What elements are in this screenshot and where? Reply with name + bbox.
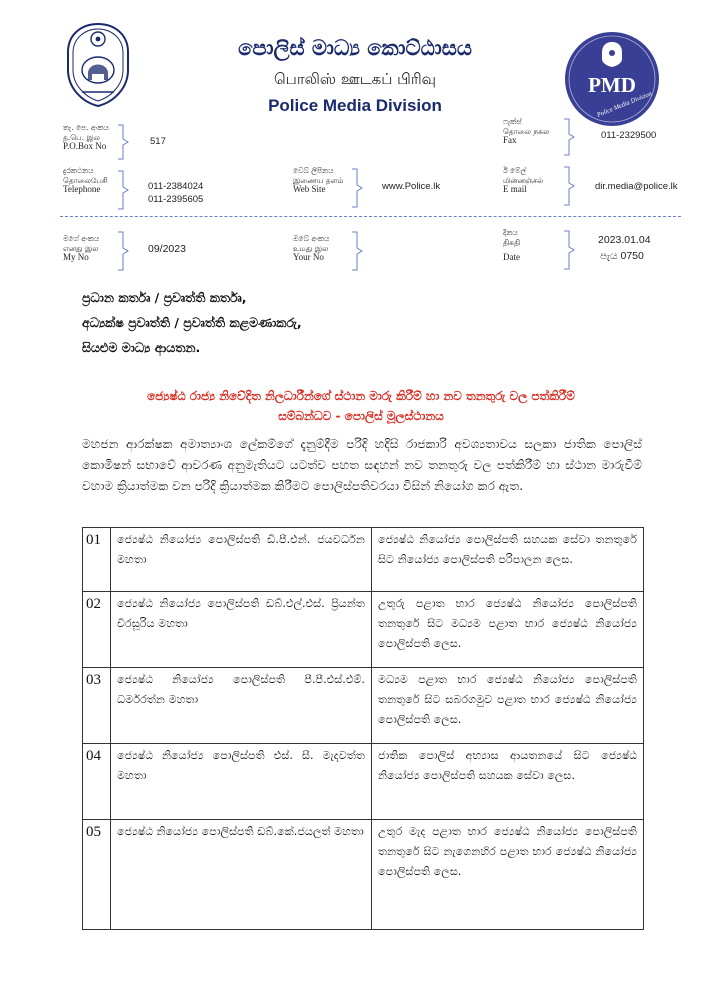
assignments-table bbox=[82, 527, 644, 930]
row-number: 05 bbox=[83, 820, 111, 930]
website-label: වෙබ් ලිපිනය இணைய தளம் Web Site bbox=[293, 166, 344, 194]
row-number: 03 bbox=[83, 668, 111, 744]
brace-icon bbox=[562, 166, 576, 206]
table-row bbox=[83, 744, 644, 820]
title-tamil: பொலிஸ் ஊடகப் பிரிவு bbox=[273, 70, 436, 88]
brace-icon bbox=[562, 230, 576, 270]
fax-label: ෆැක්ස් தொலை நகல Fax bbox=[503, 117, 550, 145]
addressee-line: අධ්‍යක්ෂ ප්‍රවෘත්ති / ප්‍රවෘත්ති කළමණාකරු, bbox=[82, 315, 302, 330]
row-number: 02 bbox=[83, 592, 111, 668]
body-paragraph: මහජන ආරක්ෂක අමාත්‍යාංශ ලේකම්ගේ දැනුම්දීම පරිදි හදිසි රාජකාරි අවශ්‍යතාවය සලකා ජාතික පොලිස් කොමිෂන් සභාවේ ආවරණ අනුමැතියට යටත්ව පහත සඳහන් නව තනතුරු වල පත්කිරීම් හා ස්ථාන මාරුවීම් වහාම ක්‍රියාත්මක වන පරිදි ක්‍රියාත්මක කිරීමට පොලිස්පතිවරයා විසින් නියෝග කර ඇත. bbox=[82, 437, 642, 493]
my-number-label: මගේ අංකය எனது இல My No bbox=[63, 234, 100, 262]
table-row bbox=[83, 528, 644, 592]
pobox-label: තැ. පෙ. අංකය த.பெ. இல P.O.Box No bbox=[63, 123, 109, 151]
brace-icon bbox=[350, 231, 364, 271]
table-row bbox=[83, 668, 644, 744]
pmd-logo-icon bbox=[563, 30, 661, 128]
email-label: ඊ මේල් மின்னஞ்சல் E mail bbox=[503, 166, 544, 194]
pmd-logo-text: PMD bbox=[588, 73, 636, 97]
header-divider bbox=[60, 216, 681, 217]
new-post-cell: උතුර මැද පළාත භාර ජ්‍යෙෂ්ඨ නියෝජ්‍ය පොලිස්පති තනතුරේ සිට නැගෙනහිර පළාත භාර ජ්‍යෙෂ්ඨ නියෝජ්‍ය පොලිස්පති ලෙස. bbox=[372, 820, 644, 930]
addressee-line: සියළුම මාධ්‍ය ආයතන. bbox=[82, 340, 201, 355]
subject-heading: ජ්‍යෙෂ්ඨ රාජ්‍ය නිවේදිත නිලධාරීන්ගේ ස්ථාන මාරු කිරීම් හා නව තනතුරු වල පත්කිරීම් සම්බන්ධව - පොලිස් මූලස්ථානය bbox=[147, 389, 575, 423]
your-number-label: ඔබේ අංකය உமது இல Your No bbox=[293, 234, 330, 262]
new-post-cell: උතුරු පළාත භාර ජ්‍යෙෂ්ඨ නියෝජ්‍ය පොලිස්පති තනතුරේ සිට මධ්‍යම පළාත භාර ජ්‍යෙෂ්ඨ නියෝජ්‍ය පොලිස්පති ලෙස. bbox=[372, 592, 644, 668]
email-value[interactable]: dir.media@police.lk bbox=[595, 181, 678, 192]
new-post-cell: ජ්‍යෙෂ්ඨ නියෝජ්‍ය පොලිස්පති සහයක සේවා තනතුරේ සිට නියෝජ්‍ය පොලිස්පති පරිපාලන ලෙස. bbox=[372, 528, 644, 592]
title-sinhala: පොලිස් මාධ්‍ය කොට්ඨාසය bbox=[238, 36, 472, 60]
new-post-cell: මධ්‍යම පළාත භාර ජ්‍යෙෂ්ඨ නියෝජ්‍ය පොලිස්පති තනතුරේ සිට සබරගමුව පළාත භාර ජ්‍යෙෂ්ඨ නියෝජ්‍ය පොලිස්පති ලෙස. bbox=[372, 668, 644, 744]
title-english: Police Media Division bbox=[268, 96, 442, 115]
addressee-line: ප්‍රධාන කර්තෘ / ප්‍රවෘත්ති කර්තෘ, bbox=[82, 290, 247, 305]
row-number: 04 bbox=[83, 744, 111, 820]
officer-cell: ජ්‍යෙෂ්ඨ නියෝජ්‍ය පොලිස්පති ඩබ්.කේ.ජයලත් මහතා bbox=[111, 820, 372, 930]
brace-icon bbox=[562, 118, 576, 156]
officer-cell: ජ්‍යෙෂ්ඨ නියෝජ්‍ය පොලිස්පති එස්. සී. මැදවත්ත මහතා bbox=[111, 744, 372, 820]
officer-cell: ජ්‍යෙෂ්ඨ නියෝජ්‍ය පොලිස්පති ඩබ්.එල්.එස්. ප්‍රියන්ත වීරසූරිය මහතා bbox=[111, 592, 372, 668]
table-row bbox=[83, 820, 644, 930]
row-number: 01 bbox=[83, 528, 111, 592]
new-post-cell: ජාතික පොලිස් අභ්‍යාස ආයතනයේ සිට ජ්‍යෙෂ්ඨ නියෝජ්‍ය පොලිස්පති සහයක සේවා ලෙස. bbox=[372, 744, 644, 820]
website-value[interactable]: www.Police.lk bbox=[382, 181, 441, 192]
brace-icon bbox=[116, 231, 130, 271]
pmd-logo-subtext: Police Media Division bbox=[596, 90, 653, 119]
fax-value: 011-2329500 bbox=[601, 130, 657, 141]
police-crest-icon bbox=[62, 20, 134, 108]
pobox-value: 517 bbox=[150, 136, 166, 147]
brace-icon bbox=[350, 168, 364, 208]
brace-icon bbox=[116, 170, 130, 210]
telephone-label: දුරකථනය தொலைபேசி Telephone bbox=[63, 166, 108, 194]
date-value: 2023.01.04 පැය 0750 bbox=[598, 234, 651, 262]
date-label: දිනය திகதி Date bbox=[503, 228, 521, 262]
brace-icon bbox=[116, 124, 130, 160]
officer-cell: ජ්‍යෙෂ්ඨ නියෝජ්‍ය පොලිස්පති පී.පී.එස්.එම්. ධර්මරත්න මහතා bbox=[111, 668, 372, 744]
officer-cell: ජ්‍යෙෂ්ඨ නියෝජ්‍ය පොලිස්පති ඩී.පී.එන්. ජයවර්ධන මහතා bbox=[111, 528, 372, 592]
telephone-values: 011-2384024 011-2395605 bbox=[148, 181, 204, 205]
my-number-value: 09/2023 bbox=[148, 243, 186, 255]
table-row bbox=[83, 592, 644, 668]
